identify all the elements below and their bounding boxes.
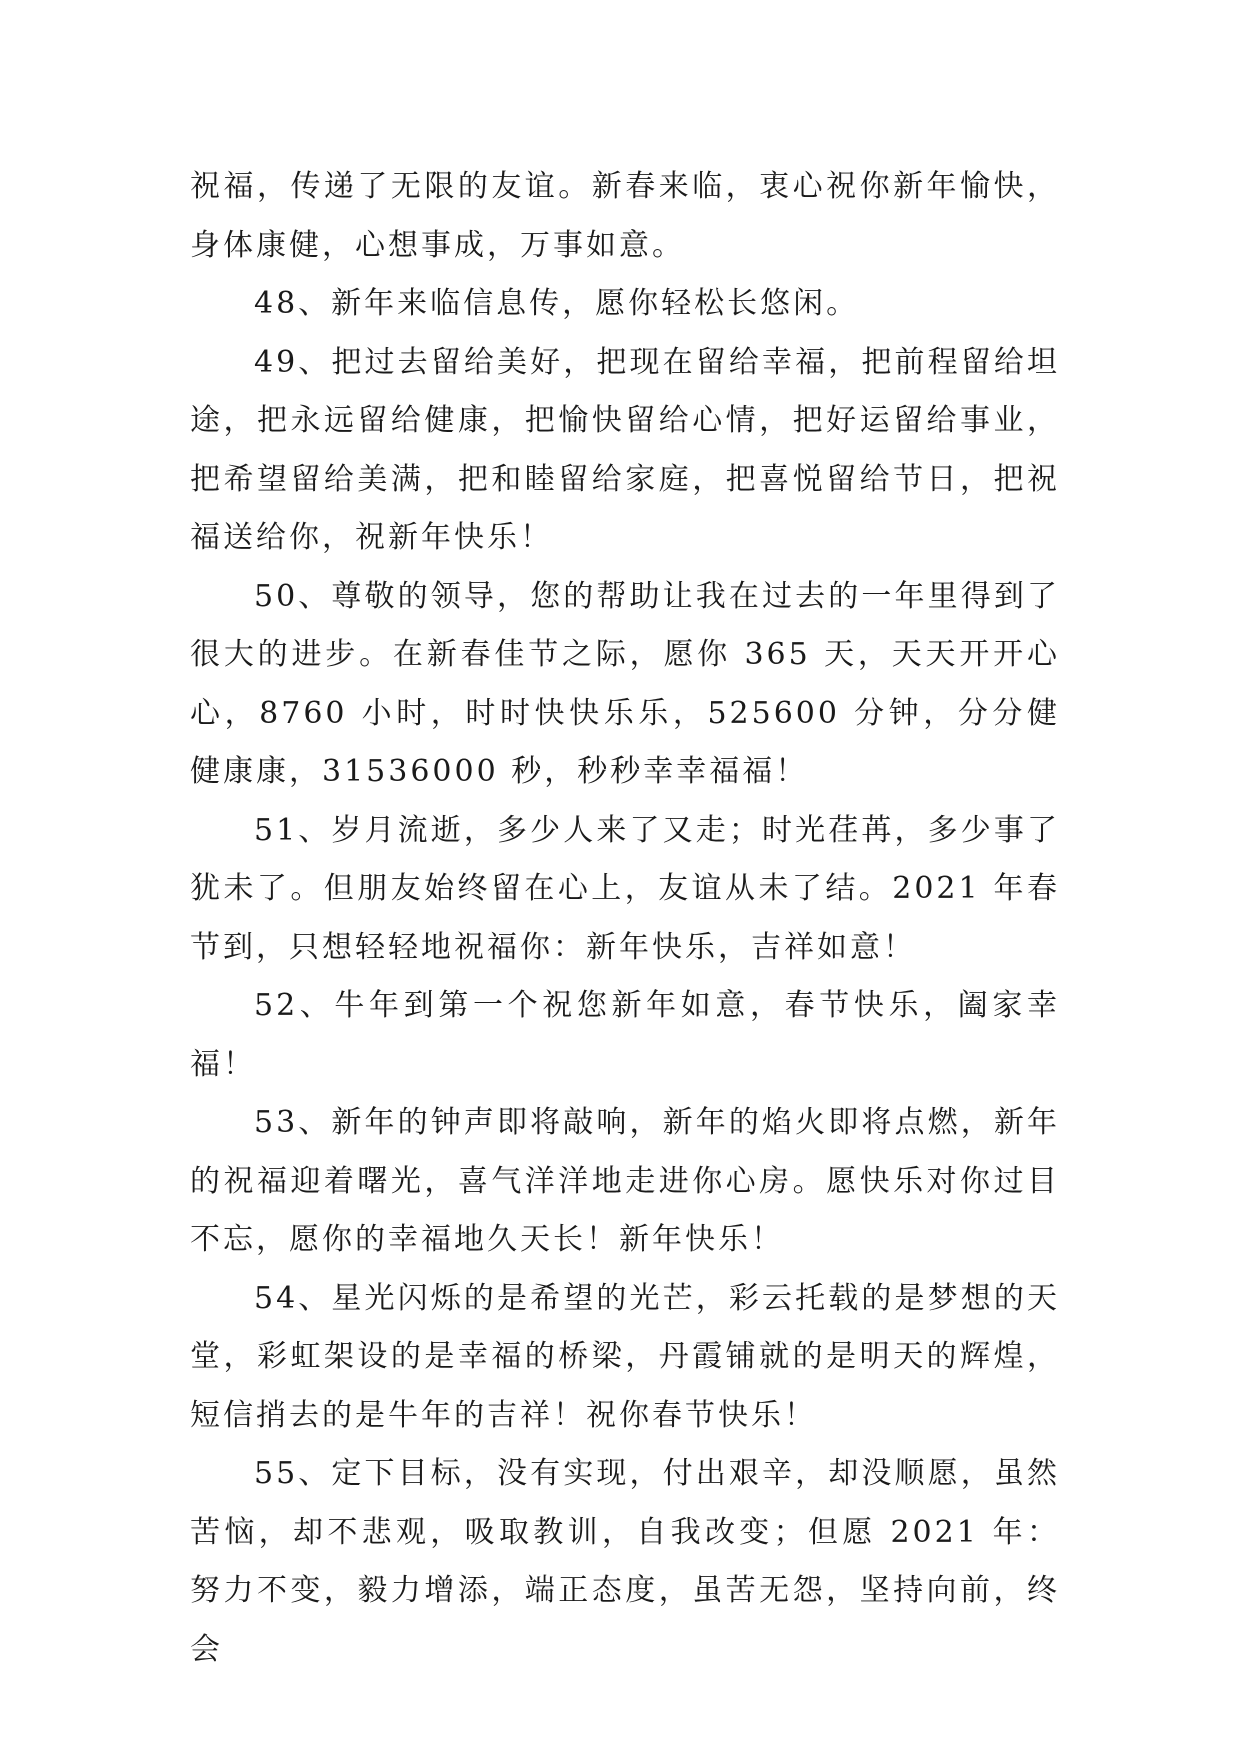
paragraph-50: 50、尊敬的领导，您的帮助让我在过去的一年里得到了很大的进步。在新春佳节之际，愿你 365 天，天天开开心心，8760 小时，时时快快乐乐，525600 分钟，分分健健康康，31536000 秒，秒秒幸幸福福！	[190, 578, 1060, 789]
paragraph-49: 49、把过去留给美好，把现在留给幸福，把前程留给坦途，把永远留给健康，把愉快留给心情，把好运留给事业，把希望留给美满，把和睦留给家庭，把喜悦留给节日，把祝福送给你，祝新年快乐！	[190, 344, 1060, 555]
paragraph-51: 51、岁月流逝，多少人来了又走；时光荏苒，多少事了犹未了。但朋友始终留在心上，友谊从未了结。2021 年春节到，只想轻轻地祝福你：新年快乐，吉祥如意！	[190, 812, 1060, 965]
paragraph-55: 55、定下目标，没有实现，付出艰辛，却没顺愿，虽然苦恼，却不悲观，吸取教训，自我改变；但愿 2021 年：努力不变，毅力增添，端正态度，虽苦无怨，坚持向前，终会	[190, 1456, 1060, 1667]
paragraph-54: 54、星光闪烁的是希望的光芒，彩云托载的是梦想的天堂，彩虹架设的是幸福的桥梁，丹霞铺就的是明天的辉煌，短信捎去的是牛年的吉祥！祝你春节快乐！	[190, 1280, 1060, 1433]
paragraph-48: 48、新年来临信息传，愿你轻松长悠闲。	[254, 286, 860, 321]
paragraph-continued: 祝福，传递了无限的友谊。新春来临，衷心祝你新年愉快，身体康健，心想事成，万事如意。	[190, 169, 1060, 263]
paragraph-53: 53、新年的钟声即将敲响，新年的焰火即将点燃，新年的祝福迎着曙光，喜气洋洋地走进你心房。愿快乐对你过目不忘，愿你的幸福地久天长！新年快乐！	[190, 1105, 1060, 1257]
paragraph-52: 52、牛年到第一个祝您新年如意，春节快乐，阖家幸福！	[190, 988, 1060, 1082]
document-body	[190, 158, 1060, 1679]
